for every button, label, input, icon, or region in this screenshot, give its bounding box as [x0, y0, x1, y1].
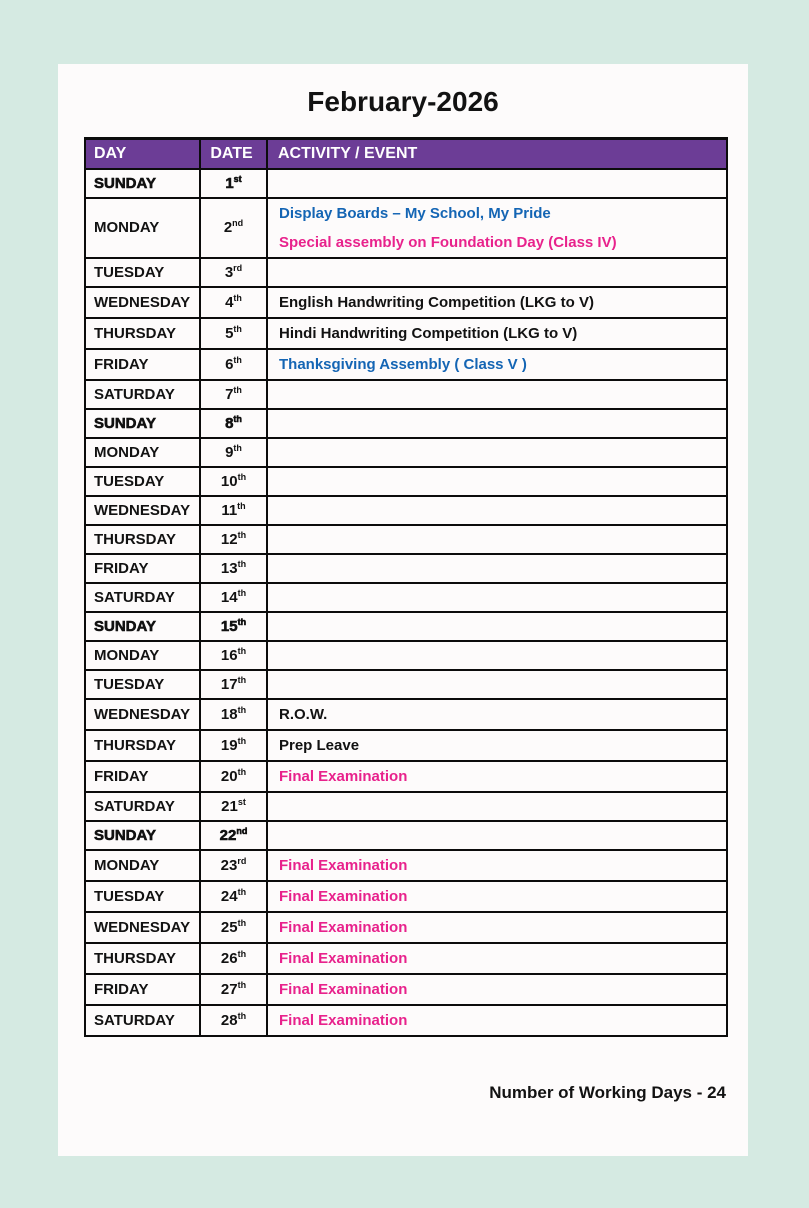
- date-number: 18: [220, 705, 238, 723]
- date-ordinal: th: [233, 323, 242, 334]
- date-ordinal: th: [233, 354, 242, 365]
- date-cell: [200, 761, 267, 792]
- date-ordinal: th: [237, 948, 247, 959]
- activity-cell: [267, 761, 727, 792]
- date-number: 4: [225, 293, 234, 311]
- date-number: 17: [220, 675, 238, 693]
- date-number: 24: [220, 887, 238, 905]
- date-number: 28: [220, 1011, 238, 1029]
- event-text: Final Examination: [279, 918, 408, 936]
- event-text: Display Boards – My School, My Pride: [279, 204, 551, 222]
- date-number: 2: [223, 219, 233, 236]
- day-cell: THURSDAY: [85, 730, 200, 761]
- date-cell: [200, 821, 267, 850]
- date-number: 27: [220, 980, 238, 998]
- day-cell: WEDNESDAY: [85, 912, 200, 943]
- date-cell: [200, 670, 267, 699]
- date-cell: [200, 467, 267, 496]
- day-cell: TUESDAY: [85, 258, 200, 287]
- activity-cell: [267, 496, 727, 525]
- table-row: [85, 699, 727, 730]
- table-row: [85, 912, 727, 943]
- table-row: [85, 943, 727, 974]
- day-cell: MONDAY: [85, 850, 200, 881]
- date-cell: [200, 496, 267, 525]
- document-page: [58, 64, 748, 1156]
- day-cell: SATURDAY: [85, 1005, 200, 1036]
- day-cell: FRIDAY: [85, 554, 200, 583]
- activity-cell: [267, 670, 727, 699]
- event-text: Special assembly on Foundation Day (Class IV): [279, 233, 617, 251]
- table-row: [85, 670, 727, 699]
- table-row: [85, 169, 727, 198]
- day-cell: WEDNESDAY: [85, 496, 200, 525]
- date-number: 22: [219, 826, 237, 844]
- date-cell: [200, 730, 267, 761]
- activity-cell: [267, 525, 727, 554]
- activity-cell: [267, 881, 727, 912]
- date-ordinal: th: [237, 471, 247, 482]
- date-ordinal: nd: [236, 825, 248, 836]
- table-row: [85, 821, 727, 850]
- date-number: 25: [220, 918, 238, 936]
- date-cell: [200, 409, 267, 438]
- table-row: [85, 554, 727, 583]
- date-cell: [200, 612, 267, 641]
- date-number: 10: [220, 472, 238, 490]
- date-ordinal: th: [237, 529, 247, 540]
- activity-cell: [267, 821, 727, 850]
- day-cell: SATURDAY: [85, 792, 200, 821]
- date-ordinal: rd: [233, 262, 243, 273]
- day-cell: TUESDAY: [85, 670, 200, 699]
- table-row: [85, 349, 727, 380]
- day-cell: FRIDAY: [85, 974, 200, 1005]
- date-ordinal: rd: [237, 855, 247, 866]
- table-row: [85, 525, 727, 554]
- day-cell: THURSDAY: [85, 318, 200, 349]
- date-ordinal: th: [237, 1010, 247, 1021]
- event-text: English Handwriting Competition (LKG to V): [279, 293, 594, 311]
- table-row: [85, 198, 727, 258]
- date-cell: [200, 380, 267, 409]
- date-number: 7: [225, 385, 234, 403]
- date-number: 16: [220, 646, 238, 664]
- activity-cell: [267, 912, 727, 943]
- activity-cell: [267, 583, 727, 612]
- table-row: [85, 318, 727, 349]
- table-row: [85, 730, 727, 761]
- date-ordinal: th: [237, 674, 247, 685]
- table-row: [85, 438, 727, 467]
- date-ordinal: th: [233, 413, 242, 424]
- date-number: 1: [225, 174, 234, 192]
- date-ordinal: th: [237, 979, 247, 990]
- table-row: [85, 1005, 727, 1036]
- date-ordinal: st: [233, 173, 242, 184]
- activity-cell: [267, 349, 727, 380]
- date-number: 5: [225, 324, 234, 342]
- date-cell: [200, 699, 267, 730]
- activity-cell: [267, 850, 727, 881]
- table-row: [85, 641, 727, 670]
- date-ordinal: th: [237, 587, 247, 598]
- date-cell: [200, 169, 267, 198]
- day-cell: THURSDAY: [85, 943, 200, 974]
- date-number: 21: [221, 797, 238, 815]
- date-number: 6: [225, 355, 234, 373]
- event-text: R.O.W.: [279, 705, 328, 723]
- event-text: Final Examination: [279, 767, 408, 785]
- page-title: February-2026: [307, 86, 499, 117]
- activity-cell: [267, 169, 727, 198]
- activity-cell: [267, 438, 727, 467]
- date-cell: [200, 1005, 267, 1036]
- date-number: 8: [225, 414, 234, 432]
- date-number: 3: [224, 263, 234, 281]
- activity-cell: [267, 287, 727, 318]
- date-cell: [200, 258, 267, 287]
- calendar-table: [84, 137, 728, 1037]
- table-row: [85, 467, 727, 496]
- day-cell: TUESDAY: [85, 881, 200, 912]
- date-cell: [200, 943, 267, 974]
- activity-cell: [267, 699, 727, 730]
- date-cell: [200, 525, 267, 554]
- table-row: [85, 496, 727, 525]
- activity-cell: [267, 198, 727, 258]
- date-number: 23: [220, 856, 238, 874]
- activity-cell: [267, 380, 727, 409]
- date-cell: [200, 583, 267, 612]
- activity-cell: [267, 943, 727, 974]
- activity-cell: [267, 318, 727, 349]
- day-cell: SATURDAY: [85, 583, 200, 612]
- date-cell: [200, 287, 267, 318]
- date-number: 20: [220, 767, 238, 785]
- activity-cell: [267, 641, 727, 670]
- date-ordinal: th: [237, 558, 247, 569]
- event-text: Final Examination: [279, 1011, 408, 1029]
- date-number: 11: [221, 501, 238, 519]
- date-ordinal: st: [237, 796, 246, 807]
- date-number: 19: [220, 736, 238, 754]
- event-text: Final Examination: [279, 980, 408, 998]
- date-number: 13: [220, 559, 238, 577]
- event-text: Final Examination: [279, 887, 408, 905]
- calendar-table-body: [85, 169, 727, 1036]
- date-ordinal: th: [237, 704, 247, 715]
- day-cell: SUNDAY: [85, 169, 200, 198]
- column-header-activity: ACTIVITY / EVENT: [267, 139, 727, 169]
- date-ordinal: th: [233, 442, 242, 453]
- table-row: [85, 974, 727, 1005]
- date-ordinal: th: [237, 917, 247, 928]
- date-number: 14: [220, 588, 238, 606]
- day-cell: FRIDAY: [85, 761, 200, 792]
- column-header-date: DATE: [200, 139, 267, 169]
- day-cell: SATURDAY: [85, 380, 200, 409]
- date-ordinal: th: [237, 645, 247, 656]
- table-row: [85, 287, 727, 318]
- date-cell: [200, 850, 267, 881]
- date-cell: [200, 198, 267, 258]
- date-ordinal: nd: [232, 218, 244, 228]
- table-row: [85, 583, 727, 612]
- day-cell: WEDNESDAY: [85, 699, 200, 730]
- activity-cell: [267, 612, 727, 641]
- activity-cell: [267, 409, 727, 438]
- table-row: [85, 881, 727, 912]
- table-row: [85, 380, 727, 409]
- table-row: [85, 612, 727, 641]
- day-cell: SUNDAY: [85, 409, 200, 438]
- event-text: Prep Leave: [279, 736, 360, 754]
- date-cell: [200, 349, 267, 380]
- table-row: [85, 409, 727, 438]
- activity-cell: [267, 730, 727, 761]
- activity-cell: [267, 792, 727, 821]
- date-cell: [200, 318, 267, 349]
- activity-cell: [267, 974, 727, 1005]
- date-ordinal: th: [237, 616, 247, 627]
- day-cell: MONDAY: [85, 641, 200, 670]
- event-text: Final Examination: [279, 856, 408, 874]
- day-cell: MONDAY: [85, 438, 200, 467]
- table-row: [85, 850, 727, 881]
- date-cell: [200, 912, 267, 943]
- date-cell: [200, 792, 267, 821]
- date-number: 12: [220, 530, 238, 548]
- date-ordinal: th: [237, 886, 247, 897]
- day-cell: WEDNESDAY: [85, 287, 200, 318]
- day-cell: SUNDAY: [85, 612, 200, 641]
- date-ordinal: th: [237, 735, 247, 746]
- activity-cell: [267, 1005, 727, 1036]
- table-row: [85, 792, 727, 821]
- date-ordinal: th: [233, 384, 242, 395]
- working-days-summary: Number of Working Days - 24: [489, 1083, 726, 1102]
- event-text: Hindi Handwriting Competition (LKG to V): [279, 324, 578, 342]
- date-ordinal: th: [233, 292, 242, 303]
- date-number: 15: [220, 617, 238, 635]
- column-header-day: DAY: [85, 139, 200, 169]
- date-ordinal: th: [237, 766, 247, 777]
- day-cell: TUESDAY: [85, 467, 200, 496]
- event-text: Final Examination: [279, 949, 408, 967]
- activity-cell: [267, 554, 727, 583]
- date-cell: [200, 641, 267, 670]
- date-number: 26: [220, 949, 238, 967]
- date-cell: [200, 974, 267, 1005]
- date-ordinal: th: [237, 500, 246, 511]
- day-cell: MONDAY: [85, 198, 200, 258]
- date-number: 9: [225, 443, 234, 461]
- day-cell: THURSDAY: [85, 525, 200, 554]
- activity-cell: [267, 258, 727, 287]
- activity-cell: [267, 467, 727, 496]
- event-text: Thanksgiving Assembly ( Class V ): [279, 355, 527, 373]
- table-header-row: [85, 139, 727, 169]
- table-row: [85, 761, 727, 792]
- day-cell: FRIDAY: [85, 349, 200, 380]
- day-cell: SUNDAY: [85, 821, 200, 850]
- date-cell: [200, 881, 267, 912]
- table-row: [85, 258, 727, 287]
- date-cell: [200, 554, 267, 583]
- date-cell: [200, 438, 267, 467]
